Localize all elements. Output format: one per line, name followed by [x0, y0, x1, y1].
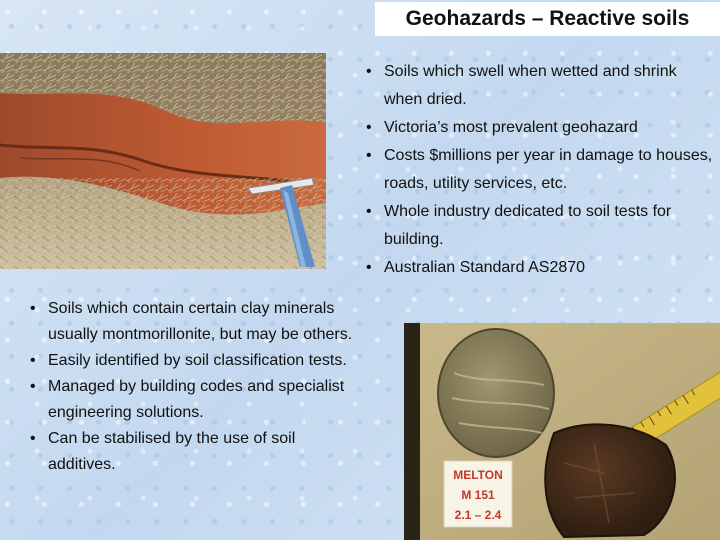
- slide-title: Geohazards – Reactive soils: [405, 7, 690, 30]
- right-bullet-list: [366, 58, 718, 282]
- list-item: • Victoria’s most prevalent geohazard: [366, 114, 718, 142]
- list-item: • Can be stabilised by the use of soil additives.: [30, 426, 360, 478]
- left-bullet-list: [30, 296, 360, 478]
- list-item: • Whole industry dedicated to soil tests for building.: [366, 198, 718, 254]
- list-item: • Soils which contain certain clay minerals usually montmorillonite, but may be others.: [30, 296, 360, 348]
- slide-title-box: [375, 2, 720, 36]
- list-item: • Easily identified by soil classification tests.: [30, 348, 360, 374]
- soil-photo-image: [0, 53, 326, 269]
- sample-label-line1: MELTON: [453, 468, 503, 482]
- soil-photo: [0, 53, 326, 269]
- sample-photo: [404, 323, 720, 540]
- sample-photo-image: [404, 323, 720, 540]
- list-item: • Australian Standard AS2870: [366, 254, 718, 282]
- list-item: • Costs $millions per year in damage to houses, roads, utility services, etc.: [366, 142, 718, 198]
- sample-label-line3: 2.1 – 2.4: [454, 508, 502, 522]
- list-item: • Soils which swell when wetted and shrink when dried.: [366, 58, 718, 114]
- sample-label-line2: M 151: [461, 488, 495, 502]
- list-item: • Managed by building codes and specialist engineering solutions.: [30, 374, 360, 426]
